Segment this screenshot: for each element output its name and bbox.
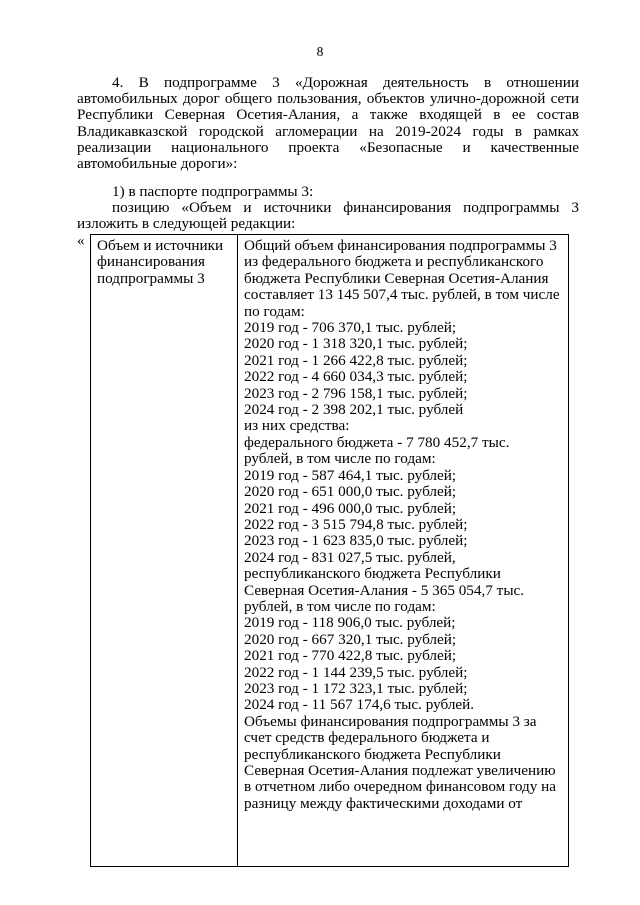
content-line: разницу между фактическими доходами от bbox=[244, 794, 523, 812]
intro-line: 4. В подпрограмме 3 «Дорожная деятельность в отношении bbox=[112, 74, 579, 91]
content-line: 2023 год - 1 623 835,0 тыс. рублей; bbox=[244, 532, 468, 550]
content-line: республиканского бюджета Республики bbox=[244, 745, 501, 763]
content-line: Северная Осетия-Алания - 5 365 054,7 тыс. bbox=[244, 581, 525, 599]
content-line: Объемы финансирования подпрограммы 3 за bbox=[244, 712, 537, 730]
financing-table bbox=[90, 234, 569, 867]
content-line: из федерального бюджета и республиканского bbox=[244, 253, 544, 271]
content-line: рублей, в том числе по годам: bbox=[244, 450, 436, 468]
content-line: 2022 год - 3 515 794,8 тыс. рублей; bbox=[244, 515, 468, 533]
content-line: 2024 год - 11 567 174,6 тыс. рублей. bbox=[244, 696, 475, 714]
content-line: 2024 год - 831 027,5 тыс. рублей, bbox=[244, 548, 456, 566]
content-line: 2022 год - 4 660 034,3 тыс. рублей; bbox=[244, 368, 468, 386]
content-line: 2020 год - 1 318 320,1 тыс. рублей; bbox=[244, 335, 468, 353]
content-line: 2023 год - 1 172 323,1 тыс. рублей; bbox=[244, 679, 468, 697]
intro-line: Владикавказской городской агломерации на 2019-2024 годы в рамках bbox=[77, 122, 579, 140]
intro-line: Республики Северная Осетия-Алания, а также входящей в ее состав bbox=[77, 106, 579, 124]
content-line: 2021 год - 496 000,0 тыс. рублей; bbox=[244, 499, 457, 517]
intro-line: автомобильных дорог общего пользования, объектов улично-дорожной сети bbox=[77, 90, 579, 108]
content-line: федерального бюджета - 7 780 452,7 тыс. bbox=[244, 433, 510, 451]
content-line: 2019 год - 587 464,1 тыс. рублей; bbox=[244, 466, 457, 484]
table-row bbox=[91, 235, 569, 867]
content-line: 2022 год - 1 144 239,5 тыс. рублей; bbox=[244, 663, 468, 681]
label-line: Объем и источники bbox=[97, 237, 224, 254]
content-line: 2021 год - 1 266 422,8 тыс. рублей; bbox=[244, 351, 468, 369]
content-line: составляет 13 145 507,4 тыс. рублей, в том числе bbox=[244, 286, 560, 304]
content-line: в отчетном либо очередном финансовом году на bbox=[244, 778, 557, 796]
table-cell-label bbox=[91, 235, 238, 867]
content-line: 2019 год - 118 906,0 тыс. рублей; bbox=[244, 614, 456, 632]
table-cell-content bbox=[238, 235, 569, 867]
label-line: подпрограммы 3 bbox=[97, 269, 205, 287]
subpoint-text: 1) в паспорте подпрограммы 3: bbox=[112, 183, 314, 200]
content-line: 2024 год - 2 398 202,1 тыс. рублей bbox=[244, 401, 464, 419]
content-line: счет средств федерального бюджета и bbox=[244, 729, 490, 747]
content-line: бюджета Республики Северная Осетия-Алания bbox=[244, 269, 549, 287]
content-line: Общий объем финансирования подпрограммы 3 bbox=[244, 237, 557, 254]
content-line: 2021 год - 770 422,8 тыс. рублей; bbox=[244, 647, 457, 665]
page-number: 8 bbox=[316, 44, 324, 59]
opening-quote-mark: « bbox=[77, 233, 85, 249]
intro-paragraph bbox=[77, 75, 579, 172]
content-line: республиканского бюджета Республики bbox=[244, 565, 501, 583]
label-line: финансирования bbox=[97, 253, 205, 271]
position-paragraph bbox=[77, 200, 579, 232]
content-line: из них средства: bbox=[244, 417, 350, 435]
position-line: позицию «Объем и источники финансирования подпрограммы 3 bbox=[112, 199, 579, 216]
content-line: Северная Осетия-Алания подлежат увеличению bbox=[244, 762, 556, 779]
intro-line: реализации национального проекта «Безопасные и качественные bbox=[77, 138, 579, 156]
content-line: 2019 год - 706 370,1 тыс. рублей; bbox=[244, 319, 457, 337]
position-line: изложить в следующей редакции: bbox=[77, 215, 296, 233]
content-line: рублей, в том числе по годам: bbox=[244, 597, 436, 615]
content-line: 2023 год - 2 796 158,1 тыс. рублей; bbox=[244, 384, 468, 402]
intro-line: автомобильные дороги»: bbox=[77, 155, 238, 173]
content-line: 2020 год - 667 320,1 тыс. рублей; bbox=[244, 630, 457, 648]
content-line: по годам: bbox=[244, 302, 305, 320]
content-line: 2020 год - 651 000,0 тыс. рублей; bbox=[244, 483, 457, 501]
